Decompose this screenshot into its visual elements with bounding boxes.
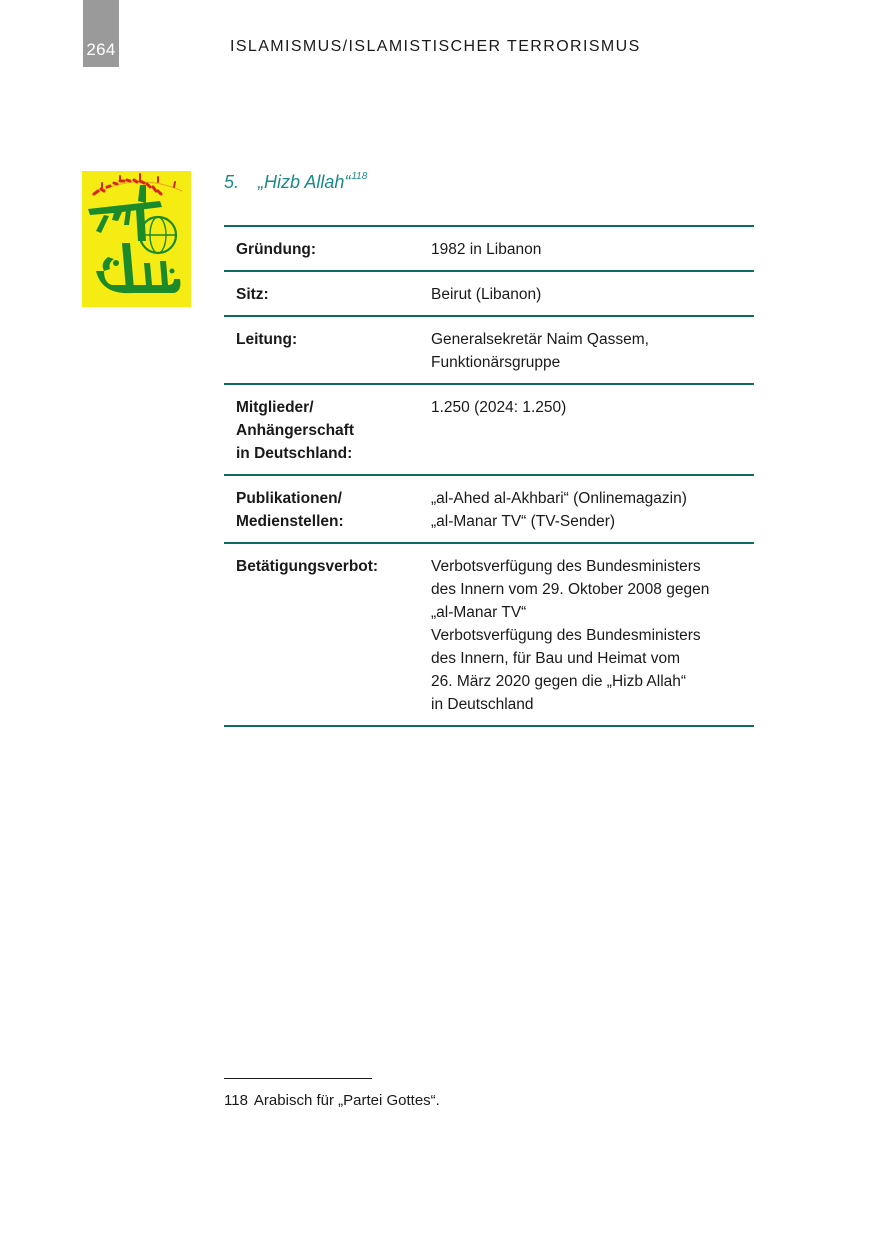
table-row-mitglieder [224,385,754,476]
row-label: Betätigungsverbot: [236,558,379,575]
section-heading [224,171,367,193]
table-row-betaetigungsverbot [224,544,754,727]
page-number-tab [83,0,119,67]
row-value: Generalsekretär Naim Qassem, Funktionärsgruppe [431,331,649,371]
row-value: Beirut (Libanon) [431,286,542,303]
table-row-gruendung [224,227,754,272]
row-value: 1982 in Libanon [431,241,542,258]
table-row-publikationen [224,476,754,544]
footnote [224,1092,440,1109]
green-emblem [88,185,180,293]
table-row-leitung [224,317,754,385]
row-label: Gründung: [236,241,317,258]
page-number: 264 [86,40,116,59]
organization-fact-table [224,225,754,727]
arabic-script-arc [92,174,182,195]
row-label: Sitz: [236,286,269,303]
row-label: Mitglieder/ Anhängerschaft in Deutschland: [236,399,354,462]
row-label: Leitung: [236,331,298,348]
running-header: ISLAMISMUS/ISLAMISTISCHER TERRORISMUS [230,38,641,55]
footnote-reference: 118 [351,171,368,182]
footnote-divider [224,1078,372,1079]
hizb-allah-flag-emblem-icon [82,171,191,307]
table-row-sitz [224,272,754,317]
row-value: „al-Ahed al-Akhbari“ (Onlinemagazin) „al-Manar TV“ (TV-Sender) [431,490,687,530]
hizb-allah-logo [82,171,191,307]
row-value: Verbotsverfügung des Bundesministers des Innern vom 29. Oktober 2008 gegen „al-Manar TV“ Verbotsverfügung des Bundesministers des Innern, für Bau und Heimat vom 26. März 2020 gegen die „Hizb Allah“ in Deutschland [431,558,710,713]
footnote-text: Arabisch für „Partei Gottes“. [253,1092,440,1109]
section-title: „Hizb Allah“ [258,172,351,192]
row-value: 1.250 (2024: 1.250) [431,399,567,416]
footnote-number: 118 [224,1092,248,1109]
row-label: Publikationen/ Medienstellen: [236,490,344,530]
section-number: 5. [224,172,240,192]
